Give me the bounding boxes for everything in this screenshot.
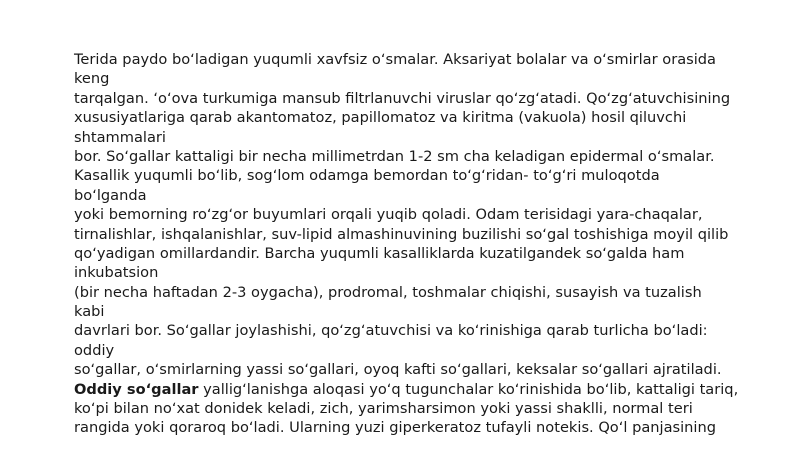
text-line: davrlari bor. Soʻgallar joylashishi, qoʻzgʻatuvchisi va koʻrinishiga qarab turlicha boʻladi: (74, 322, 708, 340)
text-line: koʻpi bilan noʻxat donidek keladi, zich, yarimsharsimon yoki yassi shaklli, normal teri (74, 400, 693, 418)
text-line: rangida yoki qoraroq boʻladi. Ularning yuzi giperkeratoz tufayli notekis. Qoʻl panjasining (74, 419, 716, 437)
bold-term-line-rest: yalligʻlanishga aloqasi yoʻq tugunchalar koʻrinishida boʻlib, kattaligi tariq, (198, 380, 739, 398)
text-line: inkubatsion (74, 264, 159, 282)
text-line: yoki bemorning roʻzgʻor buyumlari orqali yuqib qoladi. Odam terisidagi yara-chaqalar, (74, 206, 703, 224)
text-line: Kasallik yuqumli boʻlib, sogʻlom odamga bemordan toʻgʻridan- toʻgʻri muloqotda (74, 167, 660, 185)
text-line: shtammalari (74, 128, 166, 146)
document-text (74, 50, 774, 438)
text-line: boʻlganda (74, 186, 147, 204)
text-line: qoʻyadigan omillardandir. Barcha yuqumli kasalliklarda kuzatilgandek soʻgalda ham (74, 244, 685, 262)
text-line: kabi (74, 303, 105, 321)
text-line: keng (74, 70, 110, 88)
bold-term-line (74, 380, 774, 399)
text-line: soʻgallar, oʻsmirlarning yassi soʻgallari, oyoq kafti soʻgallari, keksalar soʻgallari ajratiladi. (74, 361, 722, 379)
text-line: (bir necha haftadan 2-3 oygacha), prodromal, toshmalar chiqishi, susayish va tuzalish (74, 283, 702, 301)
text-line: xususiyatlariga qarab akantomatoz, papillomatoz va kiritma (vakuola) hosil qiluvchi (74, 109, 687, 127)
text-line: tirnalishlar, ishqalanishlar, suv-lipid almashinuvining buzilishi soʻgal toshishiga moyil qilib (74, 225, 729, 243)
text-line: bor. Soʻgallar kattaligi bir necha millimetrdan 1-2 sm cha keladigan epidermal oʻsmalar. (74, 147, 715, 165)
text-line: Terida paydo boʻladigan yuqumli xavfsiz oʻsmalar. Aksariyat bolalar va oʻsmirlar orasida (74, 51, 717, 68)
text-line: oddiy (74, 341, 115, 359)
bold-term: Oddiy soʻgallar (74, 380, 199, 398)
text-line: tarqalgan. ʻoʻova turkumiga mansub filtrlanuvchi viruslar qoʻzgʻatadi. Qoʻzgʻatuvchisining (74, 89, 731, 107)
